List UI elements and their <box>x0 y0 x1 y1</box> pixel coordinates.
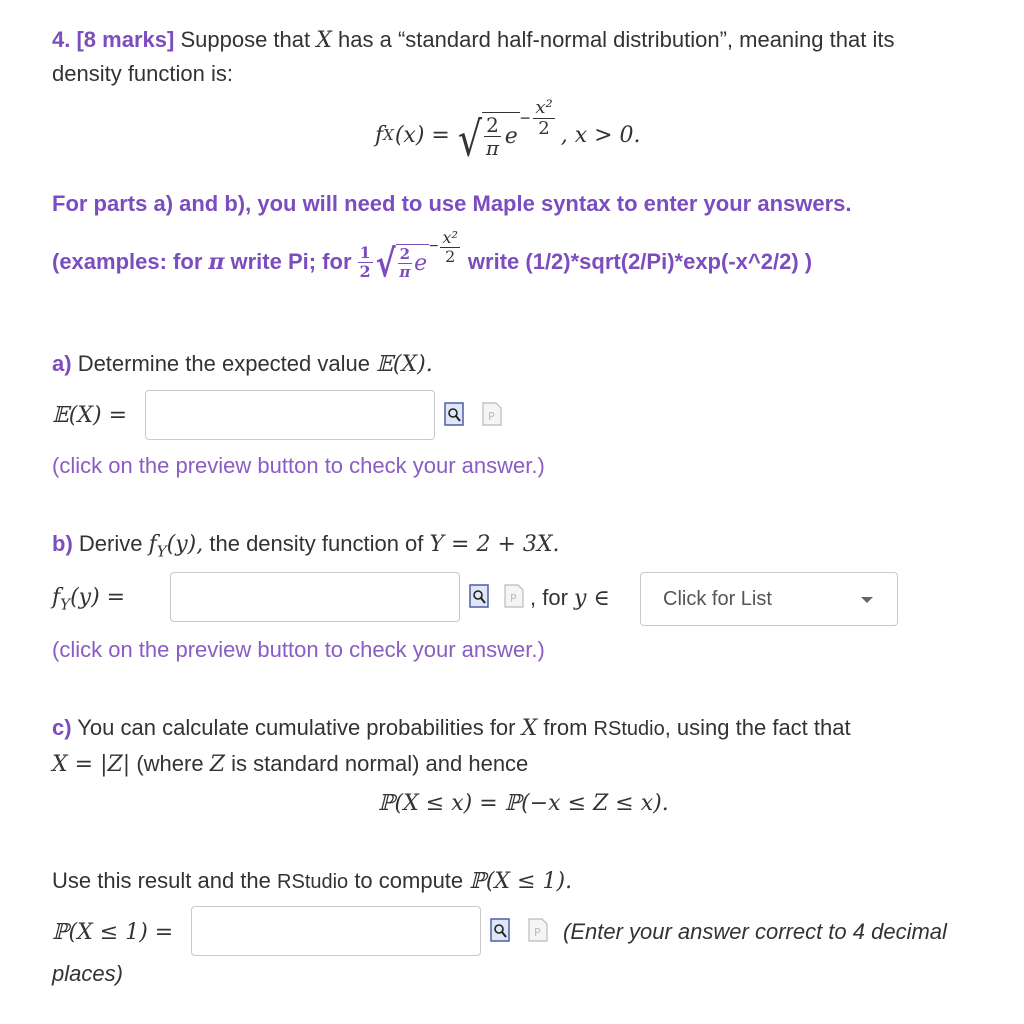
part-a-text: Determine the expected value <box>77 351 370 376</box>
part-b-prompt <box>52 528 560 567</box>
formula-exp-minus: − <box>519 107 531 128</box>
question-marks: [8 marks] <box>76 27 175 52</box>
part-b-answer-input[interactable] <box>170 572 460 622</box>
part-b-fy: f <box>148 532 157 557</box>
part-b-label-arg: (y) = <box>70 585 126 610</box>
support-select[interactable] <box>640 572 898 626</box>
var-x: X <box>316 28 332 53</box>
part-b-label-f: f <box>52 585 61 610</box>
part-b-label-sub: Y <box>60 595 71 614</box>
preview-icon[interactable] <box>469 584 489 608</box>
part-a-label: a) <box>52 351 72 376</box>
formula-lhs: f <box>375 122 384 148</box>
examples-exp-num: x² <box>442 227 458 247</box>
part-b-expr: Y = 2 + 3X. <box>429 532 560 557</box>
part-c-input-label: ℙ(X ≤ 1) = <box>52 920 174 945</box>
part-c-line-2 <box>52 748 528 781</box>
formula-domain: , x > 0. <box>560 122 641 148</box>
part-c-line2-var: Z <box>209 752 225 777</box>
part-c-answer-input[interactable] <box>191 906 481 956</box>
svg-text:P: P <box>488 410 495 423</box>
help-icon[interactable] <box>528 918 548 942</box>
question-header <box>52 24 894 57</box>
part-b-for-text: , for <box>530 585 568 610</box>
part-c-var-x: X <box>521 716 538 741</box>
svg-text:P: P <box>534 926 541 939</box>
formula-frac-den: π <box>485 136 499 160</box>
examples-exp-minus: − <box>429 238 439 255</box>
examples-exp-den: 2 <box>445 246 456 266</box>
formula-sqrt <box>457 111 520 167</box>
examples-e: e <box>414 251 428 276</box>
part-a-expr: 𝔼(X). <box>376 352 433 377</box>
intro-text-2: has a “standard half-normal distribution”, meaning that its <box>338 27 895 52</box>
part-b-for <box>530 582 610 615</box>
part-b-text-2: the density function of <box>209 531 424 556</box>
dropdown-caret-icon <box>861 597 873 603</box>
part-b-label: b) <box>52 531 73 556</box>
sqrt-symbol: √ <box>457 111 483 167</box>
part-c-text-2: from <box>543 715 588 740</box>
examples-write-text: write (1/2)*sqrt(2/Pi)*exp(-x^2/2) ) <box>467 249 813 274</box>
part-b-for-var: y ∈ <box>574 586 610 611</box>
part-c-use-expr: ℙ(X ≤ 1). <box>469 869 573 894</box>
formula-lhs-sub: X <box>383 126 394 144</box>
examples-pi: π <box>208 249 225 275</box>
part-b-fy-sub: Y <box>156 542 167 561</box>
help-icon[interactable] <box>504 584 524 608</box>
part-c-use-line <box>52 865 572 898</box>
intro-text: Suppose that <box>180 27 311 52</box>
support-select-value: Click for List <box>663 588 772 610</box>
part-c-hint-2: places) <box>52 961 123 986</box>
examples-sqrt <box>375 242 429 287</box>
help-icon[interactable] <box>482 402 502 426</box>
formula-lhs-arg: (x) = <box>394 122 450 148</box>
part-c-text-3: , using the fact that <box>664 715 851 740</box>
part-b-fy-arg: (y), <box>166 532 204 557</box>
formula-exp-den: 2 <box>538 117 550 139</box>
part-c-use-rstudio: RStudio <box>277 871 349 893</box>
part-c-prompt <box>52 712 851 745</box>
preview-icon[interactable] <box>444 402 464 426</box>
part-a-answer-input[interactable] <box>145 390 435 440</box>
density-formula <box>375 96 641 167</box>
examples-write-pi: write Pi; for <box>230 249 352 274</box>
part-c-label: c) <box>52 715 72 740</box>
part-c-line2-text-2: is standard normal) and hence <box>231 751 529 776</box>
preview-icon[interactable] <box>490 918 510 942</box>
question-number: 4. <box>52 27 71 52</box>
part-b-hint: (click on the preview button to check your answer.) <box>52 637 545 662</box>
part-c-rstudio: RStudio <box>593 718 665 740</box>
part-c-use-text-1: Use this result and the <box>52 868 271 893</box>
part-c-line2-expr: X = |Z| <box>52 752 131 777</box>
examples-half-den: 2 <box>359 261 371 281</box>
part-b-input-label <box>52 582 125 620</box>
svg-text:P: P <box>510 592 517 605</box>
part-c-use-text-2: to compute <box>354 868 464 893</box>
part-c-text-1: You can calculate cumulative probabilities for <box>77 715 516 740</box>
part-a-input-label: 𝔼(X) = <box>52 403 128 428</box>
intro-line-2: density function is: <box>52 61 233 86</box>
examples-sqrt-symbol: √ <box>375 242 396 287</box>
formula-e: e <box>504 124 518 149</box>
part-c-line2-text-1: (where <box>136 751 204 776</box>
examples-prefix: (examples: for <box>52 249 203 274</box>
part-a-prompt <box>52 348 433 381</box>
maple-examples <box>52 227 813 287</box>
part-b-text-1: Derive <box>78 531 143 556</box>
examples-sqrt-num: 2 <box>399 245 411 263</box>
examples-exponent <box>429 227 460 266</box>
part-c-hint: (Enter your answer correct to 4 decimal <box>563 919 947 944</box>
formula-exp-num: x² <box>535 96 553 118</box>
part-c-centered-expr: ℙ(X ≤ x) = ℙ(−x ≤ Z ≤ x). <box>378 791 669 816</box>
examples-sqrt-den: π <box>399 263 411 281</box>
part-a-hint: (click on the preview button to check your answer.) <box>52 453 545 478</box>
examples-half-num: 1 <box>359 242 371 262</box>
maple-note: For parts a) and b), you will need to use Maple syntax to enter your answers. <box>52 191 852 216</box>
formula-frac-num: 2 <box>486 113 499 137</box>
formula-exponent <box>519 96 555 139</box>
